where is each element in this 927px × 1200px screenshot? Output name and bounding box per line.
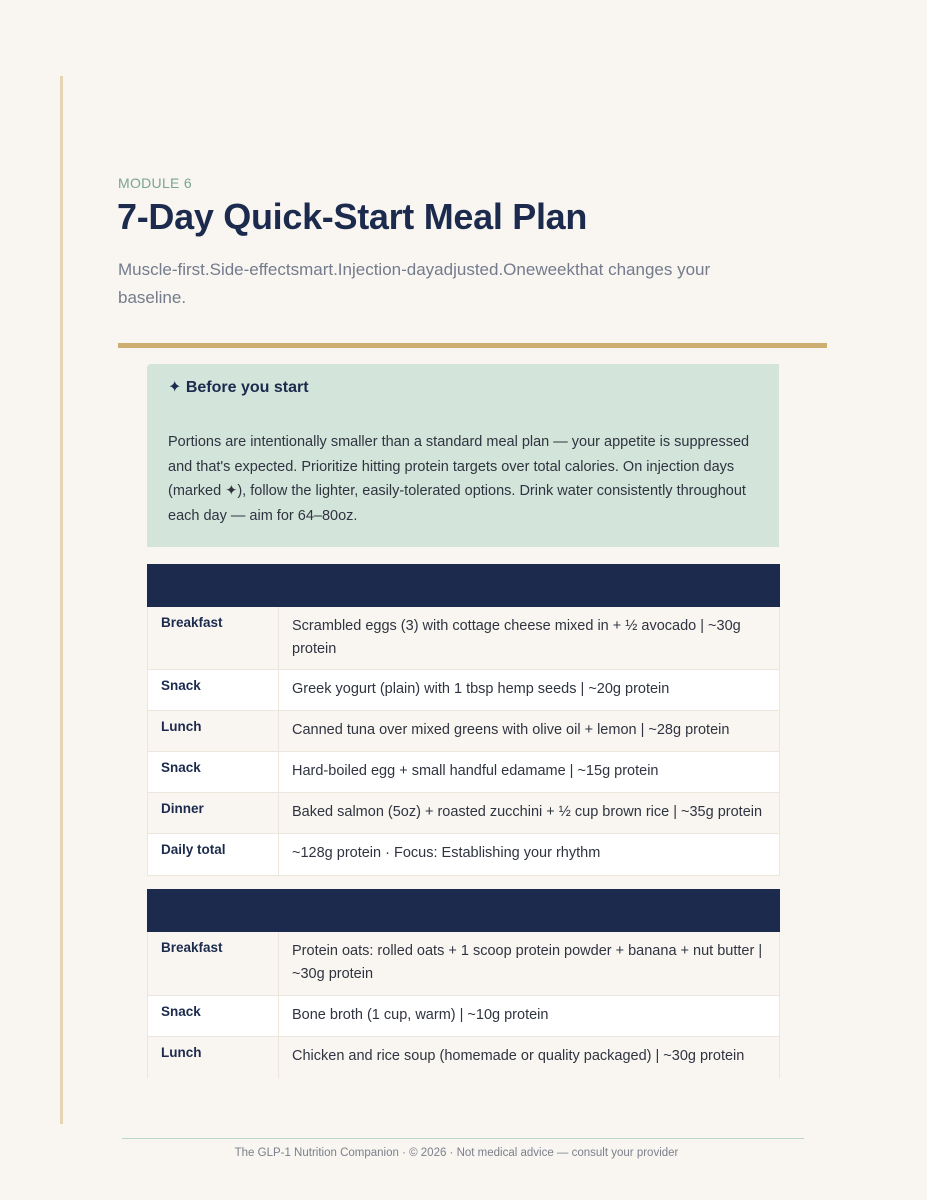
module-eyebrow: MODULE 6 [118, 175, 192, 191]
callout-title: ✦ Before you start [168, 379, 309, 396]
meal-label: Breakfast [148, 932, 279, 995]
meal-label: Breakfast [148, 607, 279, 669]
day-header-2 [147, 889, 780, 932]
meal-label: Snack [148, 752, 279, 792]
meal-label: Daily total [148, 834, 279, 875]
table-row [148, 670, 779, 711]
meal-label: Dinner [148, 793, 279, 833]
callout-body: Portions are intentionally smaller than a standard meal plan — your appetite is suppressed and that's expected. Prioritize hitting protein targets over total calories. On injection days (marked ✦), follow the lighter, easily-tolerated options. Drink water consistently throughout each day — aim for 64–80oz. [168, 434, 750, 524]
meal-description: Hard-boiled egg + small handful edamame | ~15g protein [292, 763, 659, 779]
table-row [148, 996, 779, 1037]
section-divider [118, 343, 827, 348]
day-table-2 [147, 889, 780, 1078]
day-table-1 [147, 564, 780, 876]
table-row [148, 711, 779, 752]
page-title: 7-Day Quick-Start Meal Plan [117, 196, 588, 237]
footer-divider [122, 1138, 804, 1139]
table-row [148, 607, 779, 670]
meal-description: Greek yogurt (plain) with 1 tbsp hemp seeds | ~20g protein [292, 681, 670, 697]
meal-description: Chicken and rice soup (homemade or quality packaged) | ~30g protein [292, 1048, 745, 1064]
before-you-start-callout [147, 364, 779, 547]
table-row [148, 834, 779, 876]
meal-label: Lunch [148, 711, 279, 751]
page-subtitle: Muscle-first.Side-effectsmart.Injection-dayadjusted.Oneweekthat changes your baseline. [118, 260, 711, 307]
meal-description: Canned tuna over mixed greens with olive oil + lemon | ~28g protein [292, 722, 730, 738]
table-row [148, 793, 779, 834]
page-footer: The GLP-1 Nutrition Companion · © 2026 · Not medical advice — consult your provider [234, 1147, 679, 1159]
left-margin-rule [60, 76, 63, 1124]
meal-label: Snack [148, 670, 279, 710]
meal-label: Lunch [148, 1037, 279, 1078]
meal-description: ~128g protein · Focus: Establishing your rhythm [292, 845, 601, 861]
table-row [148, 752, 779, 793]
table-row [148, 1037, 779, 1078]
meal-description: Scrambled eggs (3) with cottage cheese mixed in + ½ avocado | ~30g protein [292, 618, 741, 657]
meal-description: Protein oats: rolled oats + 1 scoop protein powder + banana + nut butter | ~30g protein [292, 943, 763, 982]
meal-description: Baked salmon (5oz) + roasted zucchini + ½ cup brown rice | ~35g protein [292, 804, 763, 820]
day-header-1 [147, 564, 780, 607]
table-row [148, 932, 779, 996]
meal-label: Snack [148, 996, 279, 1036]
meal-description: Bone broth (1 cup, warm) | ~10g protein [292, 1007, 549, 1023]
